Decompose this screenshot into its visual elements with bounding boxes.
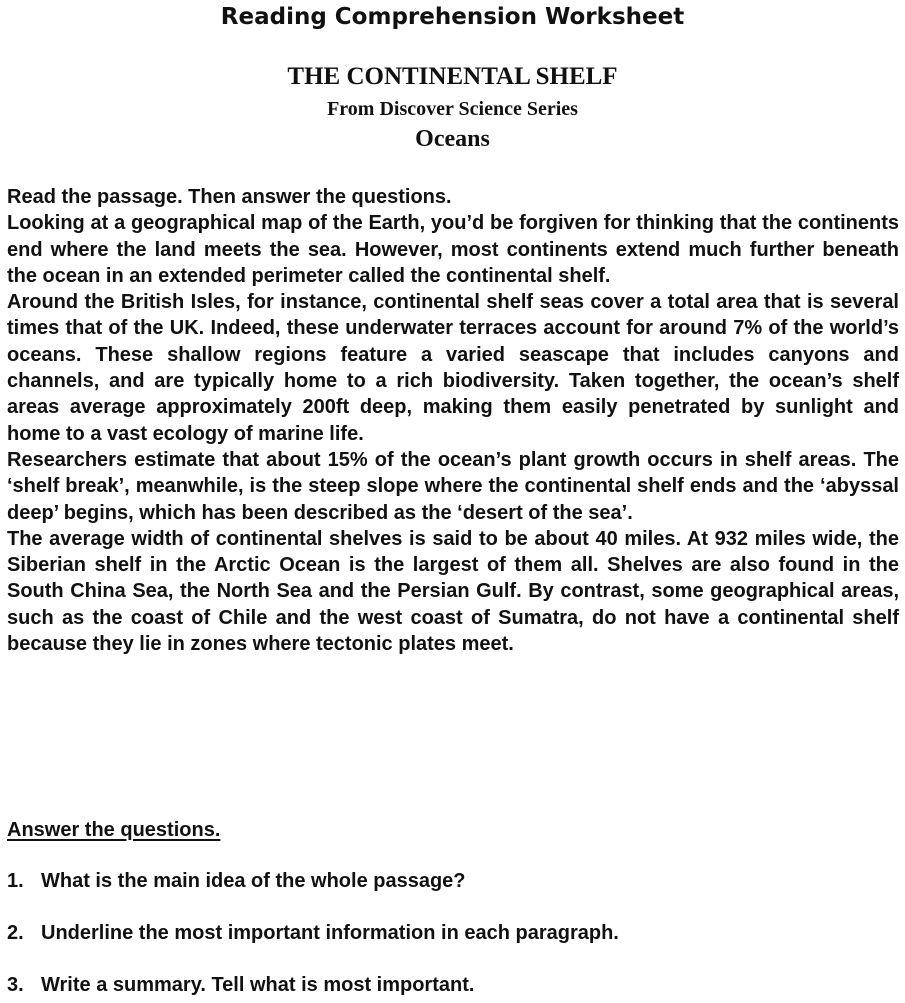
question-number: 2.	[7, 922, 24, 944]
question-item	[7, 972, 474, 998]
passage-paragraph-1: Looking at a geographical map of the Earth, you’d be forgiven for thinking that the continents end where the land meets the sea. However, most continents extend much further beneath the ocean in an extended perimeter called the continental shelf.	[7, 212, 899, 287]
passage-instructions: Read the passage. Then answer the questions.	[7, 186, 452, 208]
worksheet-title: Reading Comprehension Worksheet	[220, 4, 685, 30]
question-text: What is the main idea of the whole passage?	[41, 870, 466, 892]
passage-paragraph-3: Researchers estimate that about 15% of the ocean’s plant growth occurs in shelf areas. The ‘shelf break’, meanwhile, is the steep slope where the continental shelf ends and the ‘abyssal deep’ begins, which has been described as the ‘desert of the sea’.	[7, 448, 899, 524]
document-title: THE CONTINENTAL SHELF	[287, 63, 618, 90]
question-text: Write a summary. Tell what is most important.	[41, 974, 475, 996]
question-text: Underline the most important information in each paragraph.	[41, 922, 619, 944]
passage-paragraph-4: The average width of continental shelves is said to be about 40 miles. At 932 miles wide, the Siberian shelf in the Arctic Ocean is the largest of them all. Shelves are also found in the South China Sea, the North Sea and the Persian Gulf. By contrast, some geographical areas, such as the coast of Chile and the west coast of Sumatra, do not have a continental shelf because they lie in zones where tectonic plates meet.	[7, 527, 899, 656]
question-item	[7, 920, 619, 946]
document-subject: Oceans	[415, 126, 490, 152]
question-number: 3.	[7, 974, 24, 996]
questions-heading: Answer the questions.	[7, 819, 221, 841]
document-source: From Discover Science Series	[327, 98, 578, 120]
passage-paragraph-2: Around the British Isles, for instance, continental shelf seas cover a total area that is several times that of the UK. Indeed, these underwater terraces account for around 7% of the world’s oceans. These shallow regions feature a varied seascape that includes canyons and channels, and are typically home to a rich biodiversity. Taken together, the ocean’s shelf areas average approximately 200ft deep, making them easily penetrated by sunlight and home to a vast ecology of marine life.	[7, 291, 899, 445]
reading-passage	[7, 184, 899, 657]
question-item	[7, 868, 466, 894]
question-number: 1.	[7, 870, 24, 892]
